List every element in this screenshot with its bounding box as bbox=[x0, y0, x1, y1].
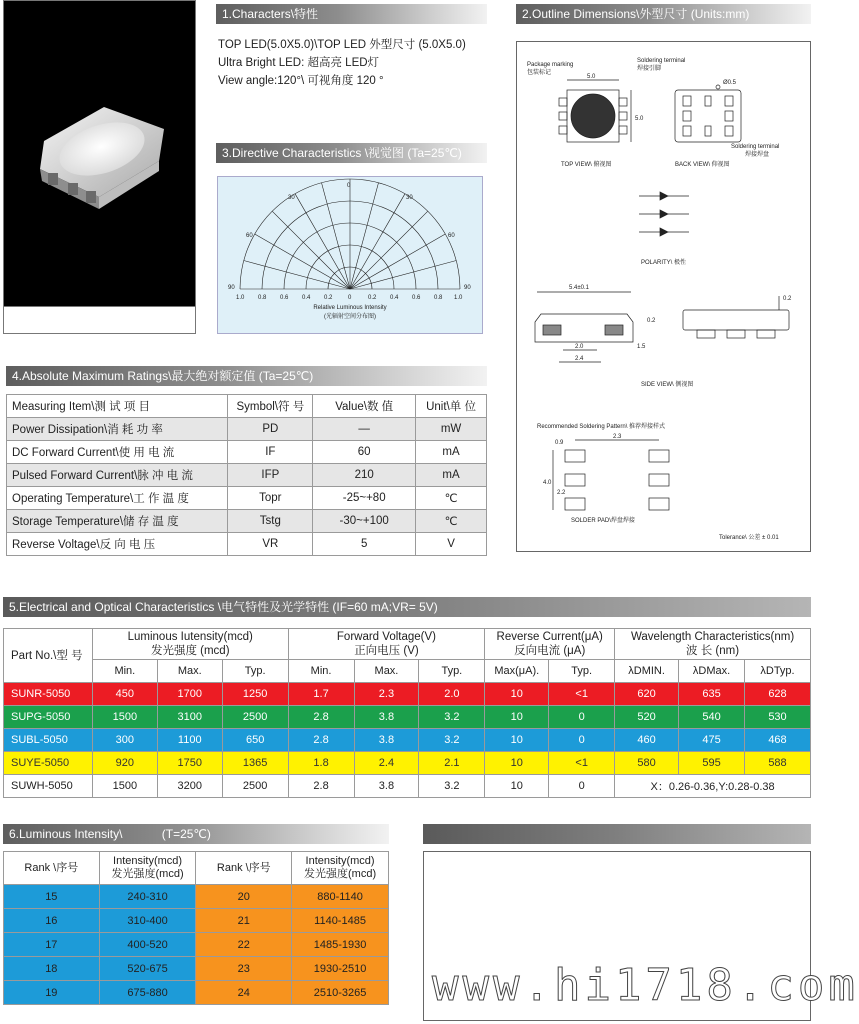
sub-header: Typ. bbox=[419, 660, 485, 683]
col-header-rank-1: Rank \序号 bbox=[4, 852, 100, 885]
table-row bbox=[4, 933, 389, 957]
amr-item: Operating Temperature\工 作 温 度 bbox=[7, 487, 228, 510]
amr-unit: mA bbox=[416, 464, 487, 487]
cell: 620 bbox=[615, 683, 679, 706]
cell: 1700 bbox=[157, 683, 222, 706]
outline-rec-pattern: Recommended Soldering Pattern\ 推荐焊接样式 bbox=[537, 424, 666, 430]
table-row bbox=[7, 464, 487, 487]
cell: 628 bbox=[745, 683, 811, 706]
table-header-row bbox=[7, 395, 487, 418]
polar-tick-9: 0.8 bbox=[434, 295, 443, 301]
amr-value: -30~+100 bbox=[313, 510, 416, 533]
table-row bbox=[4, 885, 389, 909]
amr-item: Power Dissipation\消 耗 功 率 bbox=[7, 418, 228, 441]
amr-item: DC Forward Current\使 用 电 流 bbox=[7, 441, 228, 464]
rank: 21 bbox=[196, 909, 292, 933]
cell: 3200 bbox=[157, 775, 222, 798]
sub-header: Min. bbox=[288, 660, 354, 683]
cell: 10 bbox=[485, 775, 549, 798]
amr-item: Reverse Voltage\反 向 电 压 bbox=[7, 533, 228, 556]
intensity: 675-880 bbox=[99, 981, 196, 1005]
outline-dim-20: 2.0 bbox=[575, 344, 584, 350]
characters-list bbox=[218, 36, 466, 90]
luminous-intensity-table bbox=[3, 851, 389, 1005]
outline-back-view: BACK VIEW\ 仰视图 bbox=[675, 162, 730, 168]
outline-package-marking-cn: 包装标记 bbox=[527, 70, 552, 76]
cell: 10 bbox=[485, 706, 549, 729]
outline-dim-50b: 5.0 bbox=[635, 116, 644, 122]
outline-hole: Ø0.5 bbox=[723, 80, 737, 86]
outline-soldering-terminal-2: Soldering terminal bbox=[731, 144, 780, 150]
col-header-unit: Unit\单 位 bbox=[416, 395, 487, 418]
outline-dim-50a: 5.0 bbox=[587, 74, 596, 80]
cell: 468 bbox=[745, 729, 811, 752]
table-row bbox=[4, 752, 811, 775]
sub-header: Min. bbox=[92, 660, 157, 683]
rank: 17 bbox=[4, 933, 100, 957]
cell: 460 bbox=[615, 729, 679, 752]
outline-dim-24: 2.4 bbox=[575, 356, 584, 362]
col-header-intensity-2: Intensity(mcd) 发光强度(mcd) bbox=[292, 852, 389, 885]
cell: <1 bbox=[549, 683, 615, 706]
polar-tick-2: 0.6 bbox=[280, 295, 289, 301]
section-header-amr: 4.Absolute Maximum Ratings\最大绝对额定值 (Ta=25℃) bbox=[6, 366, 487, 386]
col-header-luminous: Luminous Iutensity(mcd) 发光强度 (mcd) bbox=[92, 629, 288, 660]
polar-tick-10: 1.0 bbox=[454, 295, 463, 301]
cell: 595 bbox=[679, 752, 745, 775]
outline-dim-40: 4.0 bbox=[543, 480, 552, 486]
part-number: SUBL-5050 bbox=[4, 729, 93, 752]
table-row bbox=[4, 909, 389, 933]
rank: 22 bbox=[196, 933, 292, 957]
cell: 588 bbox=[745, 752, 811, 775]
intensity: 1485-1930 bbox=[292, 933, 389, 957]
part-number: SUNR-5050 bbox=[4, 683, 93, 706]
cell: 650 bbox=[222, 729, 288, 752]
section-header-lum bbox=[3, 824, 389, 844]
cell: 0 bbox=[549, 729, 615, 752]
characters-line-2: Ultra Bright LED: 超高亮 LED灯 bbox=[218, 57, 380, 69]
amr-value: 60 bbox=[313, 441, 416, 464]
polar-angle-30l: 30 bbox=[288, 195, 295, 201]
cell: 3.8 bbox=[354, 775, 419, 798]
table-row bbox=[4, 729, 811, 752]
cell: 2500 bbox=[222, 775, 288, 798]
part-number: SUPG-5050 bbox=[4, 706, 93, 729]
polar-chart bbox=[218, 177, 482, 333]
rank: 23 bbox=[196, 957, 292, 981]
outline-package-marking: Package marking bbox=[527, 62, 574, 68]
amr-symbol: IF bbox=[228, 441, 313, 464]
cell: 0 bbox=[549, 775, 615, 798]
cell: 2.0 bbox=[419, 683, 485, 706]
col-header-rank-2: Rank \序号 bbox=[196, 852, 292, 885]
table-row bbox=[4, 957, 389, 981]
electrical-optical-table bbox=[3, 628, 811, 798]
cell: 2.4 bbox=[354, 752, 419, 775]
table-row bbox=[4, 775, 811, 798]
cell: 0 bbox=[549, 706, 615, 729]
col-header-intensity-1: Intensity(mcd) 发光强度(mcd) bbox=[99, 852, 196, 885]
cell: 580 bbox=[615, 752, 679, 775]
cell: 10 bbox=[485, 752, 549, 775]
table-header-row bbox=[4, 852, 389, 885]
part-number: SUYE-5050 bbox=[4, 752, 93, 775]
cell: 1.7 bbox=[288, 683, 354, 706]
intensity: 1140-1485 bbox=[292, 909, 389, 933]
rank: 15 bbox=[4, 885, 100, 909]
photo-caption-strip bbox=[4, 306, 195, 333]
polar-tick-0: 1.0 bbox=[236, 295, 245, 301]
polar-tick-1: 0.8 bbox=[258, 295, 267, 301]
cell: 1100 bbox=[157, 729, 222, 752]
cell: 635 bbox=[679, 683, 745, 706]
polar-diagram bbox=[217, 176, 483, 334]
amr-unit: ℃ bbox=[416, 510, 487, 533]
rank: 20 bbox=[196, 885, 292, 909]
cell: 1.8 bbox=[288, 752, 354, 775]
polar-tick-6: 0.2 bbox=[368, 295, 377, 301]
polar-angle-60r: 60 bbox=[448, 233, 455, 239]
col-header-item: Measuring Item\测 试 项 目 bbox=[7, 395, 228, 418]
rank: 16 bbox=[4, 909, 100, 933]
intensity: 880-1140 bbox=[292, 885, 389, 909]
table-subheader-row bbox=[4, 660, 811, 683]
cell: 1250 bbox=[222, 683, 288, 706]
rank: 19 bbox=[4, 981, 100, 1005]
cell: 2.1 bbox=[419, 752, 485, 775]
polar-tick-3: 0.4 bbox=[302, 295, 311, 301]
intensity: 1930-2510 bbox=[292, 957, 389, 981]
outline-dim-15: 1.5 bbox=[637, 344, 646, 350]
cell: 2.8 bbox=[288, 706, 354, 729]
amr-value: -25~+80 bbox=[313, 487, 416, 510]
rank: 24 bbox=[196, 981, 292, 1005]
absolute-max-ratings-table bbox=[6, 394, 487, 556]
characters-line-1: TOP LED(5.0X5.0)\TOP LED 外型尺寸 (5.0X5.0) bbox=[218, 39, 466, 51]
sub-header: λDTyp. bbox=[745, 660, 811, 683]
table-row bbox=[4, 683, 811, 706]
cell: 3.2 bbox=[419, 775, 485, 798]
amr-symbol: Tstg bbox=[228, 510, 313, 533]
cell: 540 bbox=[679, 706, 745, 729]
table-row bbox=[7, 487, 487, 510]
sub-header: Typ. bbox=[222, 660, 288, 683]
intensity: 2510-3265 bbox=[292, 981, 389, 1005]
amr-symbol: VR bbox=[228, 533, 313, 556]
polar-angle-90r: 90 bbox=[464, 285, 471, 291]
sub-header: Typ. bbox=[549, 660, 615, 683]
col-header-value: Value\数 值 bbox=[313, 395, 416, 418]
cell: 530 bbox=[745, 706, 811, 729]
amr-symbol: IFP bbox=[228, 464, 313, 487]
polar-angle-30r: 30 bbox=[406, 195, 413, 201]
cell: 2500 bbox=[222, 706, 288, 729]
outline-dim-02b: 0.2 bbox=[647, 318, 656, 324]
cell: 2.3 bbox=[354, 683, 419, 706]
cell: 2.8 bbox=[288, 729, 354, 752]
characters-line-3: View angle:120°\ 可视角度 120 ° bbox=[218, 75, 384, 87]
outline-top-view: TOP VIEW\ 俯视图 bbox=[561, 162, 612, 168]
cell: 3.8 bbox=[354, 706, 419, 729]
col-header-reverse-current: Reverse Current(μA) 反向电流 (μA) bbox=[485, 629, 615, 660]
led-image bbox=[4, 1, 195, 307]
polar-angle-0: 0 bbox=[347, 183, 351, 189]
outline-tolerance: Tolerance\ 公差 ± 0.01 bbox=[719, 535, 779, 541]
polar-caption-1: Relative Luminous Intensity bbox=[313, 305, 387, 311]
outline-dim-22: 2.2 bbox=[557, 490, 566, 496]
cell: 300 bbox=[92, 729, 157, 752]
cell: 1365 bbox=[222, 752, 288, 775]
part-number: SUWH-5050 bbox=[4, 775, 93, 798]
table-header-row bbox=[4, 629, 811, 660]
col-header-symbol: Symbol\符 号 bbox=[228, 395, 313, 418]
cell: 10 bbox=[485, 683, 549, 706]
polar-tick-4: 0.2 bbox=[324, 295, 333, 301]
outline-dim-54: 5.4±0.1 bbox=[569, 285, 589, 291]
table-row bbox=[4, 706, 811, 729]
cell: 1500 bbox=[92, 706, 157, 729]
outline-soldering-terminal-cn: 焊接引脚 bbox=[637, 66, 662, 72]
table-row bbox=[7, 510, 487, 533]
outline-dim-02a: 0.2 bbox=[783, 296, 792, 302]
rank: 18 bbox=[4, 957, 100, 981]
table-row bbox=[7, 533, 487, 556]
amr-unit: mA bbox=[416, 441, 487, 464]
outline-soldering-terminal: Soldering terminal bbox=[637, 58, 686, 64]
cell: <1 bbox=[549, 752, 615, 775]
sub-header: Max(μA). bbox=[485, 660, 549, 683]
product-photo bbox=[3, 0, 196, 334]
amr-unit: V bbox=[416, 533, 487, 556]
outline-dim-23: 2.3 bbox=[613, 434, 622, 440]
section-cond-lum: (T=25℃) bbox=[161, 827, 211, 841]
cell: 3.2 bbox=[419, 729, 485, 752]
outline-dim-09: 0.9 bbox=[555, 440, 564, 446]
section-title-lum: 6.Luminous Intensity\ bbox=[9, 827, 123, 841]
cell: 920 bbox=[92, 752, 157, 775]
polar-caption-2: (光辐射空间分布图) bbox=[324, 314, 376, 320]
amr-symbol: PD bbox=[228, 418, 313, 441]
sub-header: Max. bbox=[157, 660, 222, 683]
intensity: 520-675 bbox=[99, 957, 196, 981]
cell: 10 bbox=[485, 729, 549, 752]
col-header-partno: Part No.\型 号 bbox=[4, 629, 93, 683]
section-header-directive: 3.Directive Characteristics \视觉图 (Ta=25℃) bbox=[216, 143, 487, 163]
outline-drawing bbox=[516, 41, 811, 552]
cell: 3.8 bbox=[354, 729, 419, 752]
section-header-outline: 2.Outline Dimensions\外型尺寸 (Units:mm) bbox=[516, 4, 811, 24]
polar-tick-7: 0.4 bbox=[390, 295, 399, 301]
outline-side-view: SIDE VIEW\ 侧视图 bbox=[641, 382, 694, 388]
amr-item: Pulsed Forward Current\脉 冲 电 流 bbox=[7, 464, 228, 487]
amr-value: — bbox=[313, 418, 416, 441]
sub-header: λDMIN. bbox=[615, 660, 679, 683]
cell: 520 bbox=[615, 706, 679, 729]
section-header-eo: 5.Electrical and Optical Characteristics \电气特性及光学特性 (IF=60 mA;VR= 5V) bbox=[3, 597, 811, 617]
polar-angle-60l: 60 bbox=[246, 233, 253, 239]
amr-unit: mW bbox=[416, 418, 487, 441]
amr-item: Storage Temperature\储 存 温 度 bbox=[7, 510, 228, 533]
sub-header: λDMax. bbox=[679, 660, 745, 683]
intensity: 240-310 bbox=[99, 885, 196, 909]
cell-chromaticity: X：0.26-0.36,Y:0.28-0.38 bbox=[615, 775, 811, 798]
table-row bbox=[7, 441, 487, 464]
intensity: 400-520 bbox=[99, 933, 196, 957]
cell: 3100 bbox=[157, 706, 222, 729]
watermark: www.hi1718.com bbox=[432, 960, 859, 1011]
polar-tick-8: 0.6 bbox=[412, 295, 421, 301]
cell: 1750 bbox=[157, 752, 222, 775]
cell: 3.2 bbox=[419, 706, 485, 729]
amr-value: 5 bbox=[313, 533, 416, 556]
cell: 1500 bbox=[92, 775, 157, 798]
polar-angle-90l: 90 bbox=[228, 285, 235, 291]
table-row bbox=[7, 418, 487, 441]
amr-unit: ℃ bbox=[416, 487, 487, 510]
section-header-blank bbox=[423, 824, 811, 844]
cell: 450 bbox=[92, 683, 157, 706]
outline-soldering-terminal-2-cn: 焊接焊盘 bbox=[745, 152, 770, 158]
outline-diagram bbox=[517, 42, 810, 551]
polar-tick-5: 0 bbox=[348, 295, 352, 301]
section-header-characters: 1.Characters\特性 bbox=[216, 4, 487, 24]
amr-symbol: Topr bbox=[228, 487, 313, 510]
cell: 475 bbox=[679, 729, 745, 752]
col-header-wavelength: Wavelength Characteristics(nm) 波 长 (nm) bbox=[615, 629, 811, 660]
intensity: 310-400 bbox=[99, 909, 196, 933]
outline-polarity: POLARITY\ 极性 bbox=[641, 260, 687, 266]
table-row bbox=[4, 981, 389, 1005]
amr-value: 210 bbox=[313, 464, 416, 487]
cell: 2.8 bbox=[288, 775, 354, 798]
outline-solder-pad: SOLDER PAD\焊盘焊接 bbox=[571, 518, 635, 524]
col-header-forward-voltage: Forward Voltage(V) 正向电压 (V) bbox=[288, 629, 485, 660]
sub-header: Max. bbox=[354, 660, 419, 683]
